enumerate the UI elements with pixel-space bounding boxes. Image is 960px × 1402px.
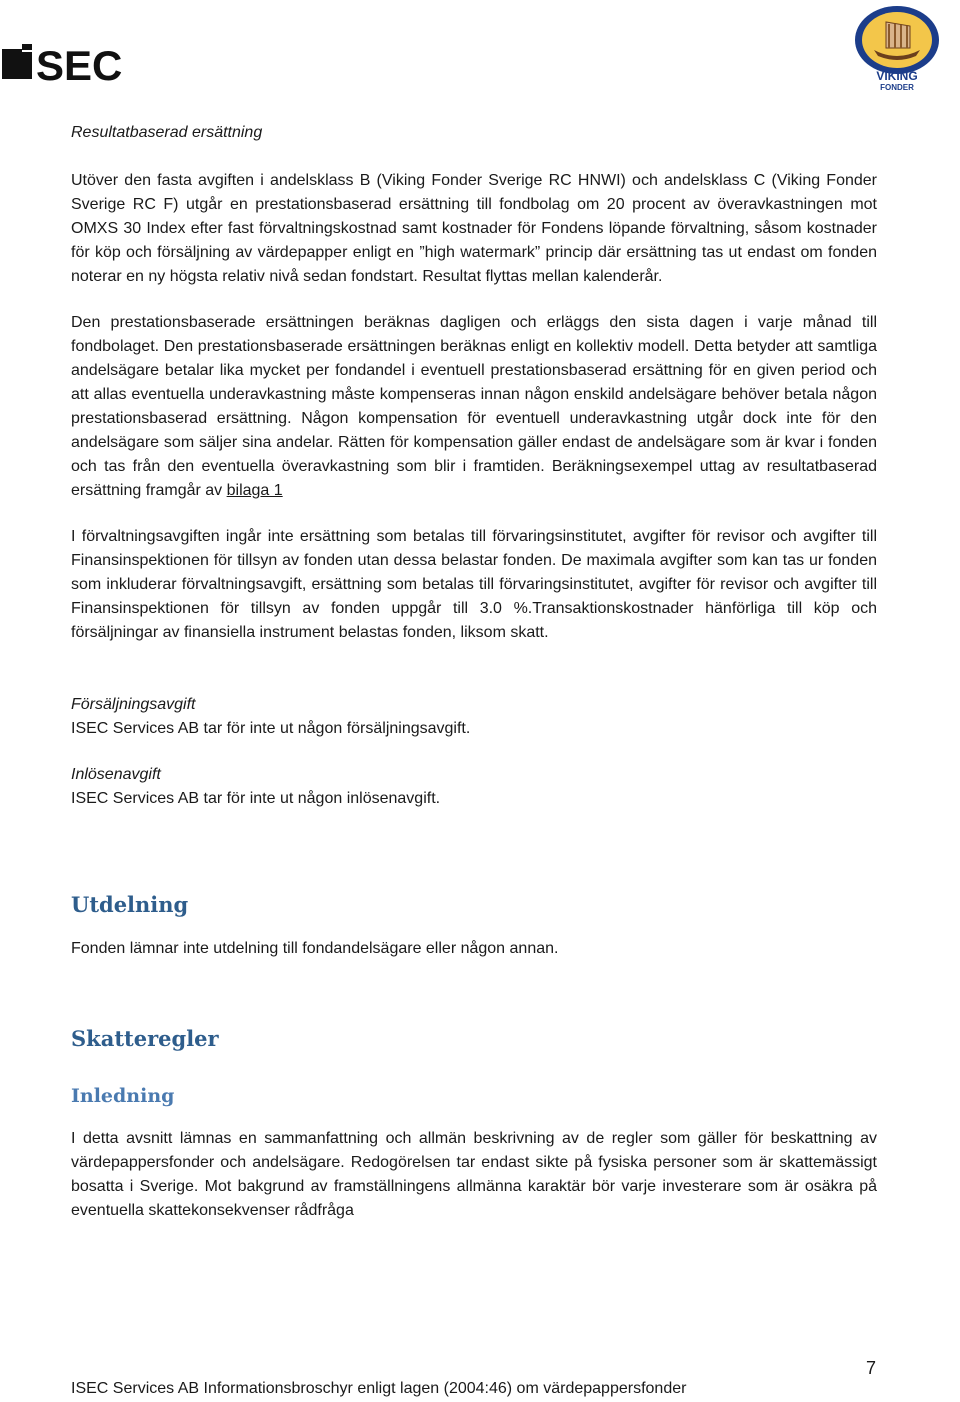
svg-text:VIKING: VIKING (876, 69, 918, 83)
skatteregler-heading: Skatteregler (71, 1026, 219, 1051)
resultat-paragraph-3: I förvaltningsavgiften ingår inte ersättning som betalas till förvaringsinstitutet, avgifter för revisor och avgifter till Finansinspektionen för tillsyn av fonden utan dessa belastar fonden. De maximala avgifter som kan tas ur fonden som inkluderar förvaltningsavgift, ersättning som betalas till förvaringsinstitutet, avgifter för revisor och avgifter till Finansinspektionen för tillsyn av fonden uppgår till 3.0 %.Transaktionskostnader hänförliga till köp och försäljningar av finansiella instrument belastas fonden, liksom skatt. (71, 528, 877, 641)
utdelning-text: Fonden lämnar inte utdelning till fondandelsägare eller någon annan. (71, 940, 559, 957)
svg-text:SEC: SEC (36, 44, 123, 84)
forsaljningsavgift-heading: Försäljningsavgift (71, 696, 196, 713)
bilaga-1-link[interactable]: bilaga 1 (226, 482, 283, 499)
inledning-text: I detta avsnitt lämnas en sammanfattning och allmän beskrivning av de regler som gäller för beskattning av värdepappersfonder och andelsägare. Redogörelsen tar endast sikte på fysiska personer som är skattemässigt bosatta i Sverige. Mot bakgrund av framställningens allmänna karaktär bör varje investerare som är osäkra på eventuella skattekonsekvenser rådfråga (71, 1130, 877, 1219)
inlosenavgift-text: ISEC Services AB tar för inte ut någon inlösenavgift. (71, 790, 441, 807)
viking-fonder-logo (852, 4, 942, 92)
inledning-heading: Inledning (71, 1085, 175, 1107)
svg-text:FONDER: FONDER (880, 83, 914, 92)
isec-logo (0, 44, 142, 84)
forsaljningsavgift-text: ISEC Services AB tar för inte ut någon försäljningsavgift. (71, 720, 471, 737)
resultat-paragraph-2-text: Den prestationsbaserade ersättningen beräknas dagligen och erläggs den sista dagen i varje månad till fondbolaget. Den prestationsbaserade ersättningen beräknas enligt en kollektiv modell. Detta betyder att samtliga andelsägare betalar lika mycket per fondandel i eventuell prestationsbaserad ersättning för en given period och att allas eventuella underavkastning måste kompenseras innan någon enskild andelsägare behöver betala någon prestationsbaserad ersättning. Någon kompensation för eventuell underavkastning utgår dock inte för den andelsägare som säljer sina andelar. Rätten för kompensation gäller endast de andelsägare som är kvar i fonden och tas från den eventuella överavkastning som blir i framtiden. Beräkningsexempel uttag av resultatbaserad ersättning framgår av (71, 314, 877, 499)
inlosenavgift-heading: Inlösenavgift (71, 766, 161, 783)
utdelning-heading: Utdelning (71, 892, 189, 917)
resultat-heading: Resultatbaserad ersättning (71, 124, 263, 141)
page-footer: ISEC Services AB Informationsbroschyr enligt lagen (2004:46) om värdepappersfonder (71, 1380, 687, 1397)
page-number: 7 (865, 1358, 876, 1378)
resultat-paragraph-2 (71, 311, 877, 503)
document-body (71, 121, 877, 1223)
resultat-paragraph-1: Utöver den fasta avgiften i andelsklass B (Viking Fonder Sverige RC HNWI) och andelsklass C (Viking Fonder Sverige RC F) utgår en prestationsbaserad ersättning till fondbolag om 20 procent av överavkastningen mot OMXS 30 Index efter fast förvaltningskostnad samt kostnader för Fondens löpande förvaltning, såsom kostnader för köp och försäljning av värdepapper enligt en ”high watermark” princip där ersättning tas ut endast om fonden noterar en ny högsta relativ nivå sedan fondstart. Resultat flyttas mellan kalenderår. (71, 172, 877, 285)
